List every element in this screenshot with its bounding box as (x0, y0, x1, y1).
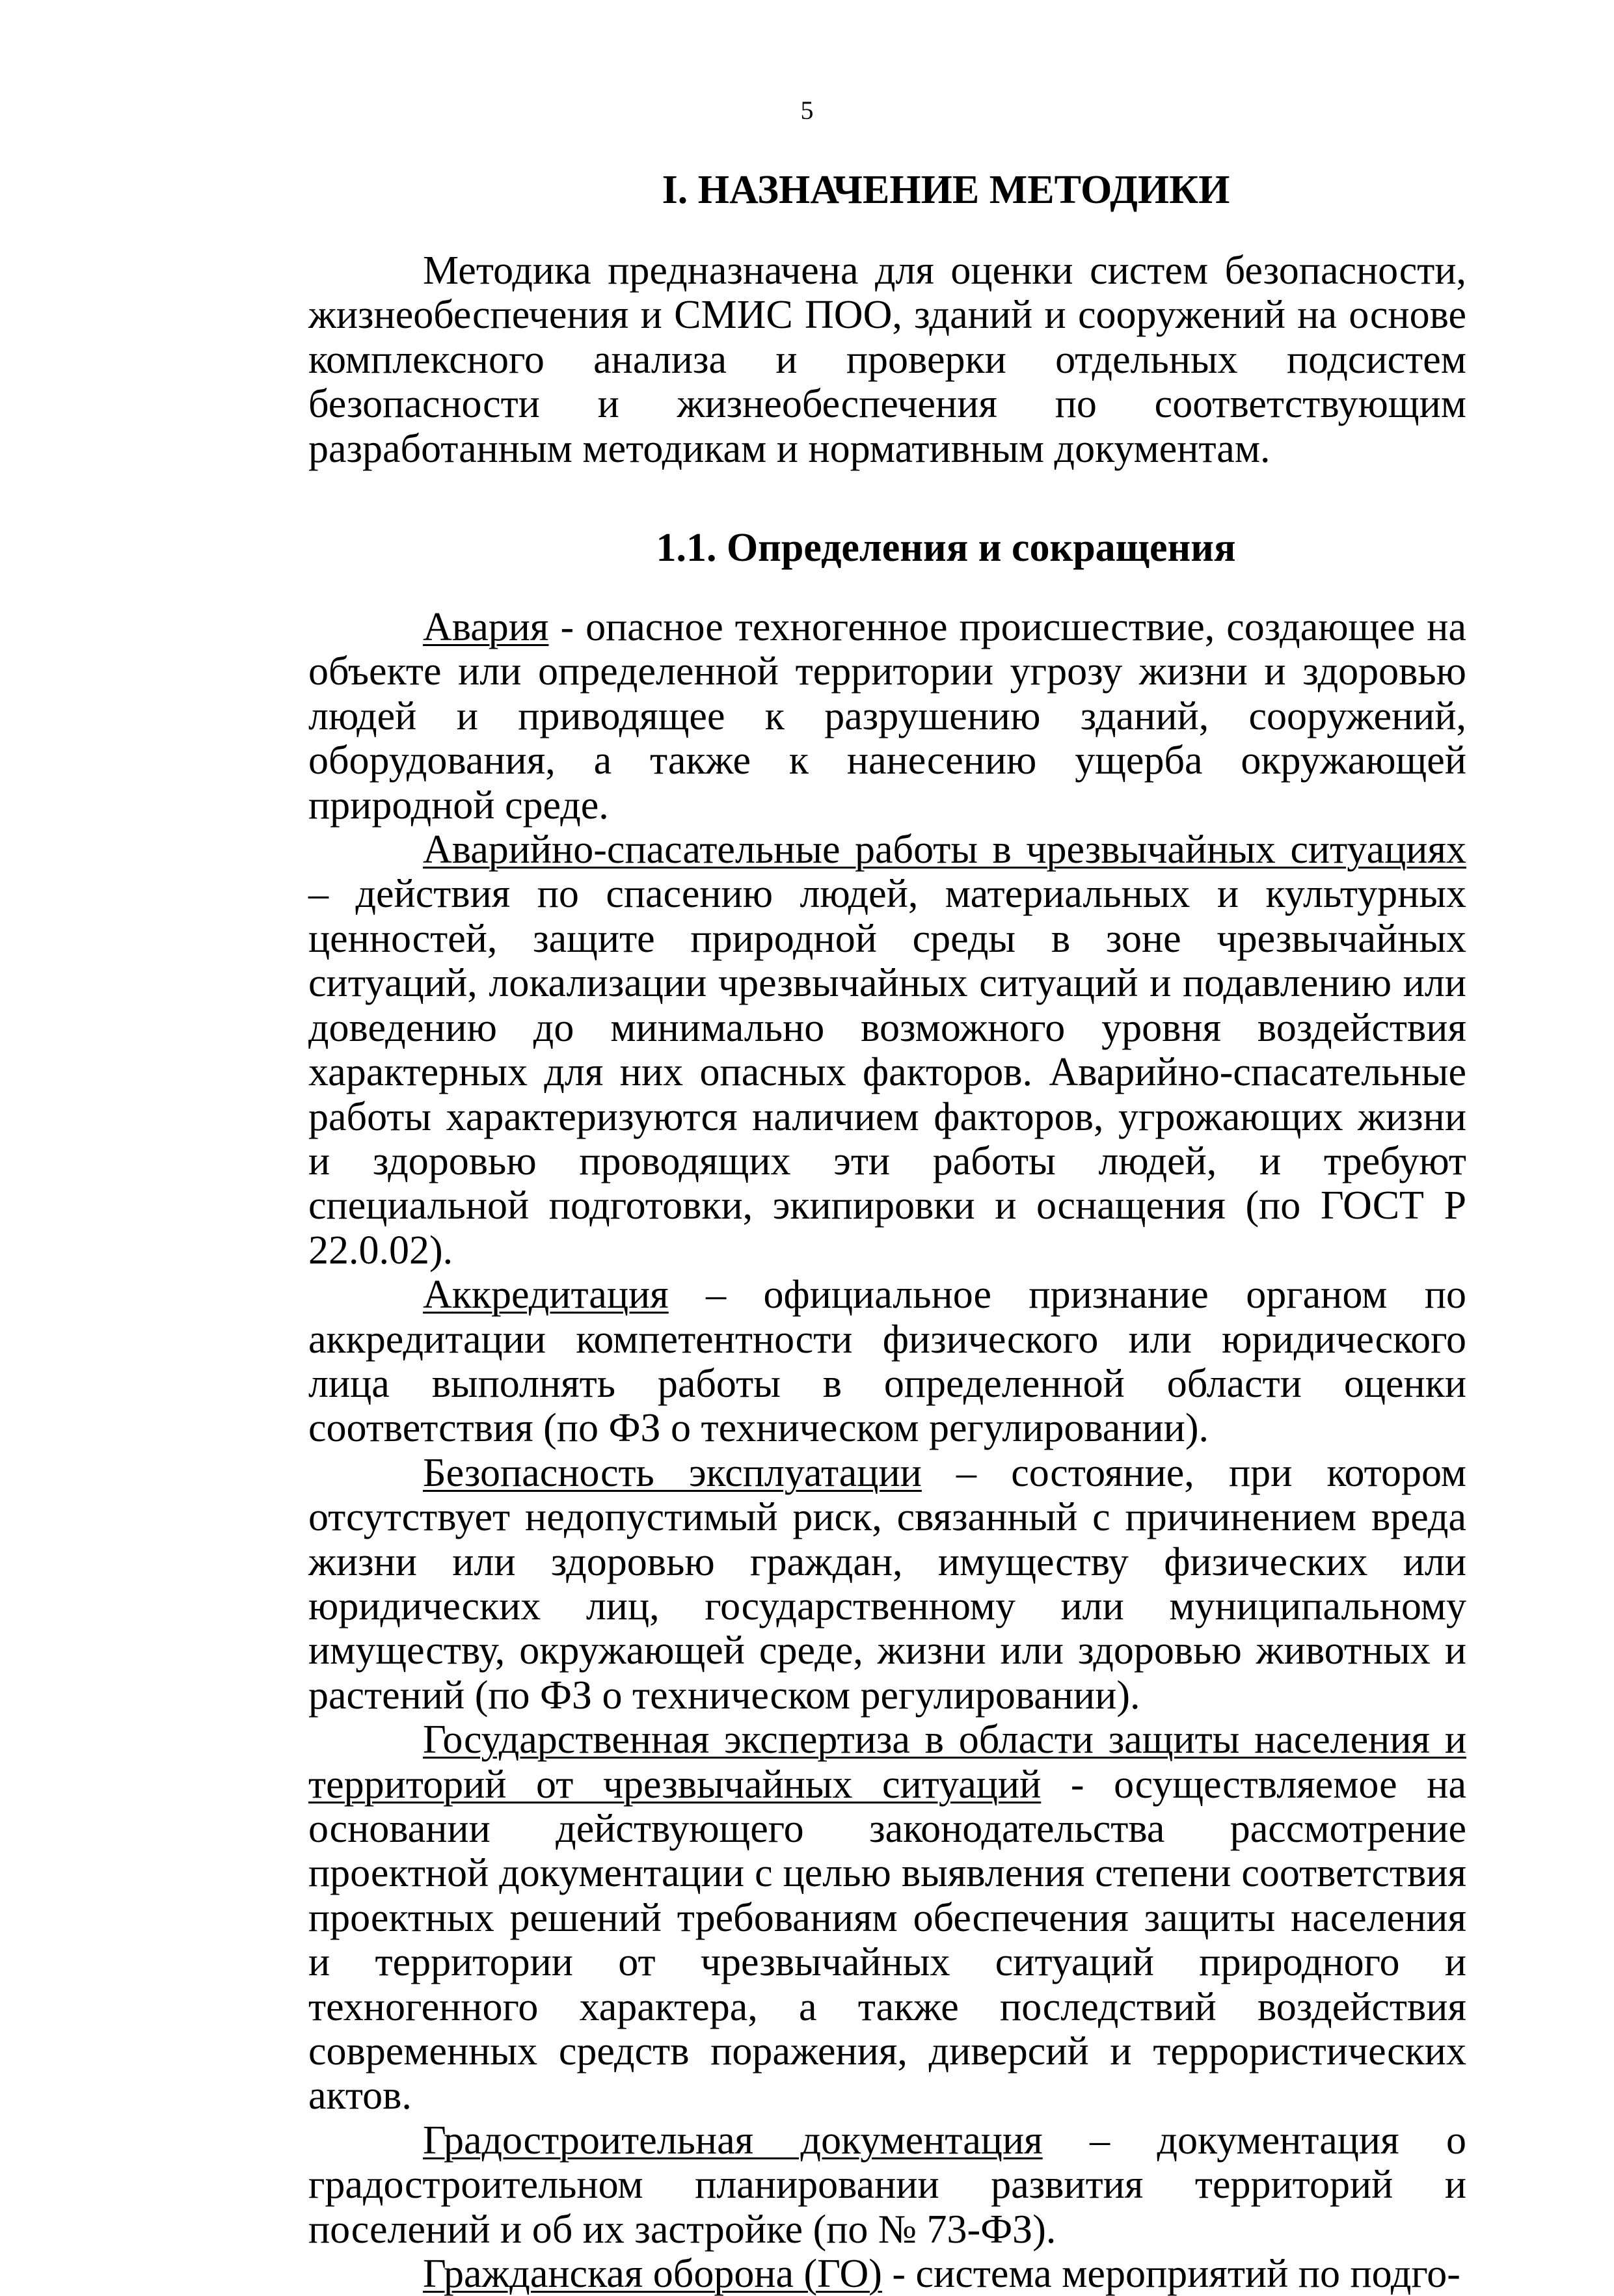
section-title: I. НАЗНАЧЕНИЕ МЕТОДИКИ (662, 168, 1230, 212)
page-number: 5 (800, 96, 814, 125)
definition-urban-planning-docs (308, 2118, 1466, 2252)
definition-text: - осуществляемое на основании действующего законодательства рассмотрение проектной документации с целью выявления степени соответствия проектных решений требованиям обеспечения защиты населения и территории от чрезвычайных ситуаций природного и техногенного характера, а также последствий воздействия современных средств поражения, диверсий и террористических актов. (308, 1762, 1466, 2118)
definition-term: Аварийно-спасательные работы в чрезвычайных ситуациях (423, 828, 1466, 872)
definition-rescue-works (308, 828, 1466, 1273)
definition-text: – документация о градостроительном планировании развития территорий и поселений и об их застройке (по № 73-ФЗ). (308, 2118, 1466, 2252)
definition-text: – состояние, при котором отсутствует недопустимый риск, связанный с причинением вреда жизни или здоровью граждан, имуществу физических или юридических лиц, государственному или муниципальному имуществу, окружающей среде, жизни или здоровью животных и растений (по ФЗ о техническом регулировании). (308, 1450, 1467, 1718)
definition-term: Аккредитация (423, 1273, 669, 1317)
definition-state-expertise (308, 1718, 1466, 2118)
definition-term: Авария (423, 605, 549, 650)
definition-civil-defense (308, 2252, 1466, 2296)
definition-term: Государственная экспертиза в области защиты населения и территорий от чрезвычайных ситуаций (308, 1718, 1466, 1807)
intro-paragraph: Методика предназначена для оценки систем безопасности, жизнеобеспечения и СМИС ПОО, зданий и сооружений на основе комплексного анализа и проверки отдельных подсистем безопасности и жизнеобеспечения по соответствующим разработанным методикам и нормативным документам. (308, 249, 1466, 471)
definition-term: Градостроительная документация (423, 2118, 1043, 2163)
definition-accreditation (308, 1273, 1466, 1451)
definition-text: - система мероприятий по подго- (881, 2252, 1460, 2296)
page-content (308, 164, 1466, 2296)
definition-text: – действия по спасению людей, материальных и культурных ценностей, защите природной среды в зоне чрезвычайных ситуаций, локализации чрезвычайных ситуаций и подавлению или доведению до минимально возможного уровня воздействия характерных для них опасных факторов. Аварийно-спасательные работы характеризуются наличием факторов, угрожающих жизни и здоровью проводящих эти работы людей, и требуют специальной подготовки, экипировки и оснащения (по ГОСТ Р 22.0.02). (308, 872, 1466, 1273)
definition-text: – официальное признание органом по аккредитации компетентности физического или юридического лица выполнять работы в определенной области оценки соответствия (по ФЗ о техническом регулировании). (308, 1273, 1466, 1451)
definition-operational-safety (308, 1451, 1466, 1718)
definition-term: Безопасность эксплуатации (423, 1450, 922, 1495)
definition-avaria (308, 605, 1466, 828)
definition-text: - опасное техногенное происшествие, создающее на объекте или определенной территории угрозу жизни и здоровью людей и приводящее к разрушению зданий, сооружений, оборудования, а также к нанесению ущерба окружающей природной среде. (308, 605, 1466, 828)
subsection-title: 1.1. Определения и сокращения (656, 526, 1236, 571)
definition-term: Гражданская оборона (ГО) (423, 2252, 882, 2296)
